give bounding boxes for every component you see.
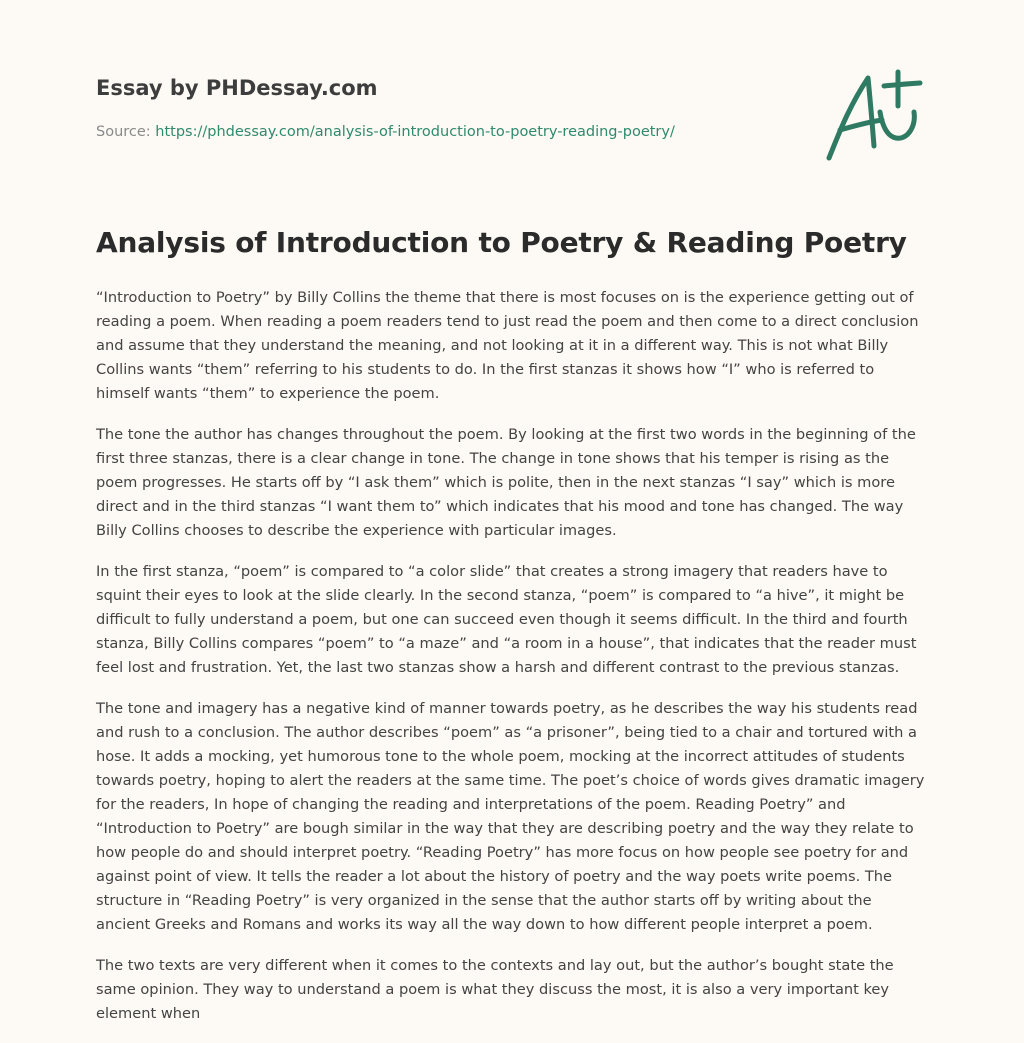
essay-paragraph: The tone and imagery has a negative kind of manner towards poetry, as he describes the way his students read and rush to a conclusion. The author describes “poem” as “a prisoner”, being tied to a chair and tortured with a hose. It adds a mocking, yet humorous tone to the whole poem, mocking at the incorrect attitudes of students towards poetry, hoping to alert the readers at the same time. The poet’s choice of words gives dramatic imagery for the readers, In hope of changing the reading and interpretations of the poem. Reading Poetry” and “Introduction to Poetry” are bough similar in the way that they are describing poetry and the way they relate to how people do and should interpret poetry. “Reading Poetry” has more focus on how people see poetry for and against point of view. It tells the reader a lot about the history of poetry and the way poets write poems. The structure in “Reading Poetry” is very organized in the sense that the author starts off by writing about the ancient Greeks and Romans and works its way all the way down to how different people interpret a poem. bbox=[96, 700, 925, 933]
essay-paragraph: In the first stanza, “poem” is compared to “a color slide” that creates a strong imagery that readers have to squint their eyes to look at the slide clearly. In the second stanza, “poem” is compared to “a hive”, it might be difficult to fully understand a poem, but one can succeed even though it seems difficult. In the third and fourth stanza, Billy Collins compares “poem” to “a maze” and “a room in a house”, that indicates that the reader must feel lost and frustration. Yet, the last two stanzas show a harsh and different contrast to the previous stanzas. bbox=[96, 563, 917, 676]
a-plus-logo-icon bbox=[824, 66, 928, 166]
source-label: Source: bbox=[96, 124, 151, 140]
essay-title: Analysis of Introduction to Poetry & Reading Poetry bbox=[96, 226, 907, 259]
essay-paragraph: The two texts are very different when it comes to the contexts and lay out, but the author’s bought state the same opinion. They way to understand a poem is what they discuss the most, it is also a very important key element when bbox=[96, 957, 894, 1022]
essay-paragraph: “Introduction to Poetry” by Billy Collins the theme that there is most focuses on is the experience getting out of reading a poem. When reading a poem readers tend to just read the poem and then come to a direct conclusion and assume that they understand the meaning, and not looking at it in a different way. This is not what Billy Collins wants “them” referring to his students to do. In the first stanzas it shows how “I” who is referred to himself wants “them” to experience the poem. bbox=[96, 289, 919, 402]
essay-page bbox=[96, 0, 926, 1022]
source-line bbox=[96, 124, 675, 140]
essay-paragraph: The tone the author has changes throughout the poem. By looking at the first two words in the beginning of the first three stanzas, there is a clear change in tone. The change in tone shows that his temper is rising as the poem progresses. He starts off by “I ask them” which is polite, then in the next stanzas “I say” which is more direct and in the third stanzas “I want them to” which indicates that his mood and tone has changed. The way Billy Collins chooses to describe the experience with particular images. bbox=[96, 426, 916, 539]
essay-header bbox=[96, 0, 926, 190]
site-title: Essay by PHDessay.com bbox=[96, 76, 378, 100]
source-link[interactable]: https://phdessay.com/analysis-of-introduction-to-poetry-reading-poetry/ bbox=[155, 124, 675, 140]
essay-body bbox=[96, 286, 926, 1043]
